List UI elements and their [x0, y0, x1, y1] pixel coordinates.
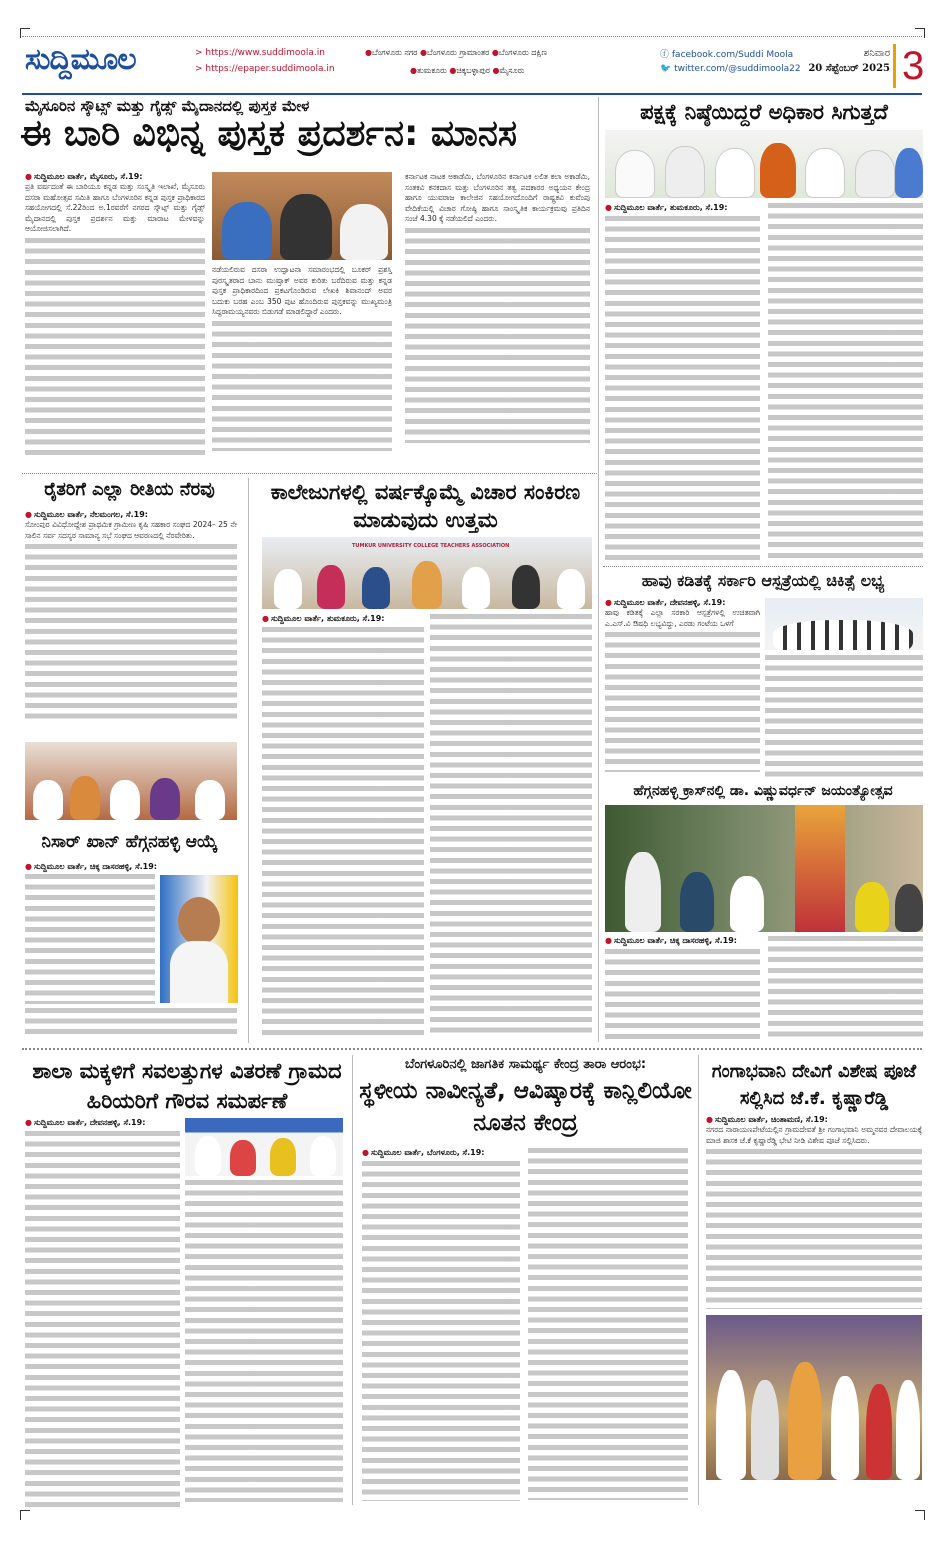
section-divider: [22, 473, 597, 474]
dateline: ● ಸುದ್ದಿಮೂಲ ವಾರ್ತೆ, ದೇವನಹಳ್ಳಿ, ಸೆ.19:: [605, 598, 760, 608]
story-body-text: [768, 203, 923, 558]
story-body-text: [25, 544, 237, 724]
nisar-khan-portrait: [160, 875, 238, 1003]
story-headline: ರೈತರಿಗೆ ಎಲ್ಲಾ ರೀತಿಯ ನೆರವು: [44, 479, 215, 500]
story-body-text: [25, 1131, 180, 1511]
story-column: [362, 1148, 520, 1501]
top-dotted-rule: [22, 36, 922, 37]
story-body-text: [765, 655, 923, 777]
college-seminar-photo: [262, 537, 592, 609]
vishnuvardhan-jayanti-photo: [605, 805, 923, 932]
facebook-icon: ⓕ: [660, 50, 670, 60]
story-body: ಕರ್ನಾಟಕ ನಾಟಕ ಅಕಾಡೆಮಿ, ಬೆಂಗಳೂರಿನ ಕರ್ನಾಟಕ ಲಲಿತ ಕಲಾ ಅಕಾಡೆಮಿ, ಸಂತಕವಿ ಕನಕದಾಸ ಮತ್ತು ಬೆಂಗಳೂರಿನ ತತ್ವ ಪದಕಾರರ ಅಧ್ಯಯನ ಕೇಂದ್ರ ಹಾಗೂ ಯುವರಾಜ ಕಾಲೇಜಿನ ಸಹಯೋಗದೊಂದಿಗೆ ರಾಷ್ಟ್ರಕವಿ ಕುವೆಂಪು ವೇದಿಕೆಯಲ್ಲಿ ವಿಚಾರ ಗೋಷ್ಠಿ ಹಾಗೂ ಸಾಂಸ್ಕೃತಿಕ ಕಾರ್ಯಕ್ರಮವು ಪ್ರತಿದಿನ ಸಂಜೆ 4.30 ಕ್ಕೆ ನಡೆಯಲಿದೆ ಎಂದರು.: [405, 172, 590, 224]
story-column: [25, 510, 237, 724]
story-column: [25, 862, 237, 872]
column-divider: [352, 1055, 353, 1505]
edition-link[interactable]: ಚಿಕ್ಕಬಳ್ಳಾಪುರ: [456, 66, 490, 75]
masthead-rule: [22, 93, 922, 95]
epaper-link[interactable]: > https://epaper.suddimoola.in: [195, 64, 335, 74]
press-meet-photo: [212, 172, 392, 260]
temple-visit-photo: [706, 1315, 922, 1480]
section-divider: [603, 566, 923, 567]
masthead-logo: ಸುದ್ದಿಮೂಲ: [25, 42, 136, 77]
story-column: [212, 265, 392, 451]
story-headline: ಕಾಲೇಜುಗಳಲ್ಲಿ ವರ್ಷಕ್ಕೊಮ್ಮೆ ವಿಚಾರ ಸಂಕಿರಣ ಮಾಡುವುದು ಉತ್ತಮ: [270, 480, 581, 532]
seminar-banner: TUMKUR UNIVERSITY COLLEGE TEACHERS ASSOCIATION: [352, 543, 510, 549]
story-body-text: [212, 321, 392, 451]
story-body: ಪ್ರತಿ ವರ್ಷದಂತೆ ಈ ಬಾರಿಯೂ ಕನ್ನಡ ಮತ್ತು ಸಂಸ್ಕೃತಿ ಇಲಾಖೆ, ಮೈಸೂರು ದಸರಾ ಮಹೋತ್ಸವ ಸಮಿತಿ ಹಾಗೂ ಬೆಂಗಳೂರಿನ ಕನ್ನಡ ಪುಸ್ತಕ ಪ್ರಾಧಿಕಾರದ ಸಹಯೋಗದಲ್ಲಿ ಸೆ.22ರಿಂದ ಅ.1ರವರೆಗೆ ನಗರದ ಸ್ಕೌಟ್ಸ್ ಮತ್ತು ಗೈಡ್ಸ್ ಮೈದಾನದಲ್ಲಿ ಪುಸ್ತಕ ಪ್ರದರ್ಶನ ಮತ್ತು ಮಾರಾಟ ಮೇಳವನ್ನು ಆಯೋಜಿಸಲಾಗಿದೆ.: [25, 182, 205, 234]
twitter-text: twitter.com/@suddimoola22: [674, 64, 801, 74]
story-column: [605, 203, 760, 561]
story-column: [405, 172, 590, 443]
column-divider: [598, 97, 599, 1042]
story-kicker: ಮೈಸೂರಿನ ಸ್ಕೌಟ್ಸ್ ಮತ್ತು ಗೈಡ್ಸ್ ಮೈದಾನದಲ್ಲಿ ಪುಸ್ತಕ ಮೇಳ: [25, 97, 310, 115]
story-body-text: [528, 1148, 688, 1500]
issue-date: [790, 48, 890, 74]
farmers-meeting-photo: [25, 742, 237, 820]
story-column: [706, 1115, 922, 1309]
story-column: [262, 614, 424, 1037]
story-body-text: [768, 936, 923, 1040]
column-divider: [698, 1055, 699, 1505]
story-body-text: [706, 1149, 922, 1309]
story-body-text: [25, 874, 155, 1004]
story-body-text: [25, 1008, 237, 1040]
story-body-text: [185, 1180, 343, 1502]
column-divider: [248, 478, 249, 1043]
story-column: [605, 936, 760, 1041]
story-body-text: [605, 949, 760, 1041]
facebook-link[interactable]: [660, 47, 793, 60]
dateline: ● ಸುದ್ದಿಮೂಲ ವಾರ್ತೆ, ತುಮಕೂರು, ಸೆ.19:: [605, 203, 760, 213]
story-body: ಸೋಂಪುರ ವಿವಿಧೋದ್ದೇಶ ಪ್ರಾಥಮಿಕ ಗ್ರಾಮೀಣ ಕೃಷಿ ಸಹಕಾರ ಸಂಘದ 2024– 25 ನೇ ಸಾಲಿನ ಸರ್ವ ಸದಸ್ಯರ ಸಾಮಾನ್ಯ ಸಭೆ ಸಂಘದ ಆವರಣದಲ್ಲಿ ನೆರವೇರಿತು.: [25, 520, 237, 540]
twitter-link[interactable]: [660, 64, 801, 74]
story-kicker: ಬೆಂಗಳೂರಿನಲ್ಲಿ ಜಾಗತಿಕ ಸಾಮರ್ಥ್ಯ ಕೇಂದ್ರ ತಾರಾ ಆರಂಭ:: [404, 1057, 647, 1072]
story-column: [25, 172, 205, 458]
date: 20 ಸೆಪ್ಟೆಂಬರ್ 2025: [808, 63, 890, 74]
story-headline: ಶಾಲಾ ಮಕ್ಕಳಿಗೆ ಸವಲತ್ತುಗಳ ವಿತರಣೆ ಗ್ರಾಮದ ಹಿರಿಯರಿಗೆ ಗೌರವ ಸಮರ್ಪಣೆ: [32, 1059, 342, 1113]
dateline: ● ಸುದ್ದಿಮೂಲ ವಾರ್ತೆ, ನೆಲಮಂಗಲ, ಸೆ.19:: [25, 510, 237, 520]
school-event-photo: [185, 1118, 343, 1176]
story-body-text: [362, 1161, 520, 1501]
story-body-text: [605, 632, 760, 772]
snakebite-awareness-photo: [765, 598, 923, 650]
edition-link[interactable]: ಬೆಂಗಳೂರು ಗ್ರಾಮಾಂತರ: [426, 48, 490, 57]
section-divider: [22, 1048, 922, 1050]
editions-row-1: ●ಬೆಂಗಳೂರು ನಗರ ●ಬೆಂಗಳೂರು ಗ್ರಾಮಾಂತರ ●ಬೆಂಗಳೂರು ದಕ್ಷಿಣ: [365, 48, 548, 57]
story-column: [25, 1118, 180, 1511]
dateline: ● ಸುದ್ದಿಮೂಲ ವಾರ್ತೆ, ದೇವನಹಳ್ಳಿ, ಸೆ.19:: [25, 1118, 180, 1128]
edition-link[interactable]: ತುಮಕೂರು: [416, 66, 447, 75]
story-headline: ಪಕ್ಷಕ್ಕೆ ನಿಷ್ಠೆಯಿದ್ದರೆ ಅಧಿಕಾರ ಸಿಗುತ್ತದೆ: [640, 100, 888, 124]
story-body-text: [405, 228, 590, 443]
dateline: ● ಸುದ್ದಿಮೂಲ ವಾರ್ತೆ, ತುಮಕೂರು, ಸೆ.19:: [262, 614, 424, 624]
story-body-text: [605, 216, 760, 561]
edition-link[interactable]: ಮೈಸೂರು: [499, 66, 525, 75]
day: ಶನಿವಾರ: [863, 48, 890, 59]
twitter-icon: 🐦: [660, 64, 672, 74]
story-column: [605, 598, 760, 772]
story-headline: ಹೆಗ್ಗನಹಳ್ಳಿ ಕ್ರಾಸ್‌ನಲ್ಲಿ ಡಾ. ವಿಷ್ಣುವರ್ಧನ್ ಜಯಂತ್ಯೋತ್ಸವ: [633, 783, 893, 799]
story-headline: ಈ ಬಾರಿ ವಿಭಿನ್ನ ಪುಸ್ತಕ ಪ್ರದರ್ಶನ: ಮಾನಸ: [20, 113, 517, 154]
editions-row-2: ●ತುಮಕೂರು ●ಚಿಕ್ಕಬಳ್ಳಾಪುರ ●ಮೈಸೂರು: [410, 66, 525, 75]
dateline: ● ಸುದ್ದಿಮೂಲ ವಾರ್ತೆ, ಚಿಕ್ಕ ದಾಸರಹಳ್ಳಿ, ಸೆ.19:: [605, 936, 760, 946]
story-headline: ಸ್ಥಳೀಯ ನಾವೀನ್ಯತೆ, ಆವಿಷ್ಕಾರಕ್ಕೆ ಕಾನ್ಲಿಲಿಯೋ ನೂತನ ಕೇಂದ್ರ: [359, 1078, 692, 1136]
dateline: ● ಸುದ್ದಿಮೂಲ ವಾರ್ತೆ, ಬೆಂಗಳೂರು, ಸೆ.19:: [362, 1148, 520, 1158]
dateline: ● ಸುದ್ದಿಮೂಲ ವಾರ್ತೆ, ಚಿಂತಾಮಣಿ, ಸೆ.19:: [706, 1115, 922, 1125]
story-body: ನಡೆಯಲಿರುವ ದಸರಾ ಉದ್ಘಾಟನಾ ಸಮಾರಂಭದಲ್ಲಿ ಬೂಕರ್ ಪ್ರಶಸ್ತಿ ಪುರಸ್ಕೃತರಾದ ಬಾನು ಮುಷ್ತಾಕ್ ಅವರ ಕುರಿತು ಬರೆದಿರುವ ಮತ್ತು ಕನ್ನಡ ಪುಸ್ತಕ ಪ್ರಾಧಿಕಾರದಿಂದ ಪ್ರಕಟಗೊಂಡಿರುವ ಲೇಖಕಿ ಶಿವಾನಂದ್ ಅವರ ಬದುಕು ಬರಹ ಎಂಬ 350 ಪುಟ ಹೊಂದಿರುವ ಪುಸ್ತಕವನ್ನು ಮುಖ್ಯಮಂತ್ರಿ ಸಿದ್ದರಾಮಯ್ಯನವರು ಬಿಡುಗಡೆ ಮಾಡಲಿದ್ದಾರೆ ಎಂದರು.: [212, 265, 392, 317]
edition-link[interactable]: ಬೆಂಗಳೂರು ದಕ್ಷಿಣ: [498, 48, 548, 57]
story-body-text: [25, 238, 205, 458]
party-event-photo: [605, 130, 923, 198]
page-number: 3: [893, 44, 924, 88]
crop-mark: [915, 1510, 925, 1520]
story-body: ಹಾವು ಕಡಿತಕ್ಕೆ ಎಲ್ಲಾ ಸರಕಾರಿ ಆಸ್ಪತ್ರೆಗಳಲ್ಲಿ ಉಚಿತವಾಗಿ ಎ.ಎಸ್.ವಿ ಔಷಧಿ ಲಭ್ಯವಿದ್ದು, ಎರಡು ಗಂಟೆಯ ಒಳಗೆ: [605, 608, 760, 628]
story-body-text: [430, 614, 592, 1038]
story-headline: ಗಂಗಾಭವಾನಿ ದೇವಿಗೆ ವಿಶೇಷ ಪೂಜೆ ಸಲ್ಲಿಸಿದ ಜೆ.ಕೆ. ಕೃಷ್ಣಾರೆಡ್ಡಿ: [711, 1061, 917, 1109]
story-headline: ಹಾವು ಕಡಿತಕ್ಕೆ ಸರ್ಕಾರಿ ಆಸ್ಪತ್ರೆಯಲ್ಲಿ ಚಿಕಿತ್ಸೆ ಲಭ್ಯ: [641, 571, 885, 590]
dateline: ● ಸುದ್ದಿಮೂಲ ವಾರ್ತೆ, ಚಿಕ್ಕ ದಾಸರಹಳ್ಳಿ, ಸೆ.19:: [25, 862, 237, 872]
story-headline: ನಿಸಾರ್ ಖಾನ್ ಹೆಗ್ಗನಹಳ್ಳಿ ಆಯ್ಕೆ: [41, 832, 218, 852]
dateline: ● ಸುದ್ದಿಮೂಲ ವಾರ್ತೆ, ಮೈಸೂರು, ಸೆ.19:: [25, 172, 205, 182]
edition-link[interactable]: ಬೆಂಗಳೂರು ನಗರ: [371, 48, 418, 57]
website-link[interactable]: > https://www.suddimoola.in: [195, 48, 325, 58]
story-body-text: [262, 627, 424, 1037]
crop-mark: [20, 1510, 30, 1520]
story-body: ನಗರದ ನಾರಾಯಣಪೇಟೆಯಲ್ಲಿನ ಗ್ರಾಮದೇವತೆ ಶ್ರೀ ಗಂಗಾಭವಾನಿ ಅಮ್ಮನವರ ದೇವಾಲಯಕ್ಕೆ ಮಾಜಿ ಶಾಸಕ ಜೆ.ಕೆ ಕೃಷ್ಣಾರೆಡ್ಡಿ ಭೇಟಿ ನೀಡಿ ವಿಶೇಷ ಪೂಜೆ ಸಲ್ಲಿಸಿದರು.: [706, 1125, 922, 1145]
facebook-text: facebook.com/Suddi Moola: [671, 50, 794, 60]
